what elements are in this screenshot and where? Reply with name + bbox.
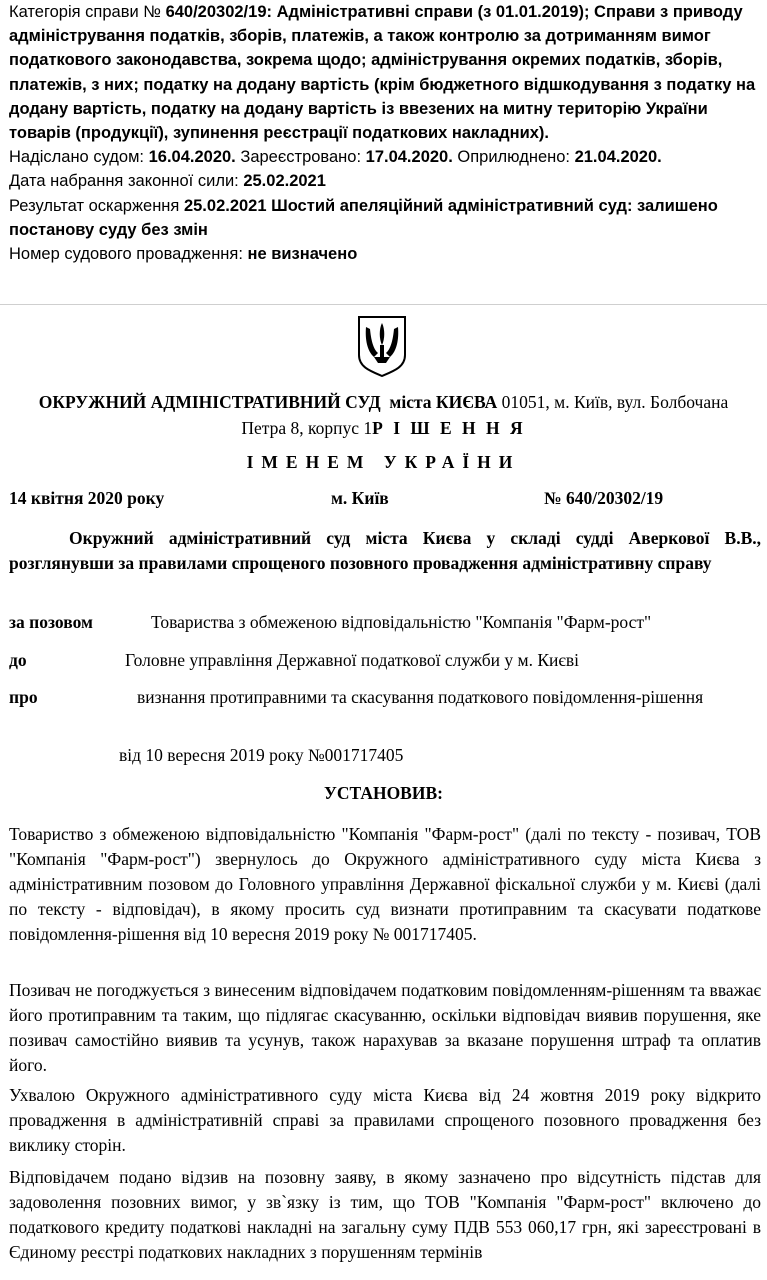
paragraph-3: Ухвалою Окружного адміністративного суду міста Києва від 24 жовтня 2019 року відкрито провадження в адміністративній справі за правилами спрощеного позовного провадження без виклику сторін. — [9, 1085, 761, 1155]
case-category: Категорія справи № 640/20302/19: Адміністративні справи (з 01.01.2019); Справи з приводу адміністрування податків, зборів, платежів, а також контролю за дотриманням вимог податкового законодавства, зокрема щодо; адміністрування окремих податків, зборів, платежів, з них; податку на додану вартість (крім бюджетного відшкодування з податку на додану вартість, податку на додану вартість із ввезених на митну територію України товарів (продукції), зупинення реєстрації податкових накладних). — [9, 3, 756, 143]
plaintiff-label: за позовом — [9, 612, 93, 632]
defendant-label: до — [9, 650, 27, 670]
subject-date: від 10 вересня 2019 року №001717405 — [119, 745, 404, 765]
subject-label: про — [9, 687, 38, 707]
in-the-name-of-ukraine: ІМЕНЕМ УКРАЇНИ — [246, 452, 521, 472]
tryzub-icon — [356, 315, 408, 377]
case-number: № 640/20302/19 — [544, 488, 664, 508]
case-metadata — [9, 0, 761, 266]
paragraph-1: Товариство з обмеженою відповідальністю "Компанія "Фарм-рост" (далі по тексту - позивач, ТОВ "Компанія "Фарм-рост") звернулось до Окружного адміністративного суду міста Києва з адміністративним позовом до Головного управління Державної фіскальної служби у м. Києві (далі по тексту - відповідач), в якому просить суд визнати протиправним та скасувати податкове повідомлення-рішення від 10 вересня 2019 року № 001717405. — [9, 824, 761, 944]
effective-date: Дата набрання законної сили: 25.02.2021 — [9, 172, 326, 191]
decision-city: м. Київ — [331, 488, 389, 508]
court-header: ОКРУЖНИЙ АДМІНІСТРАТИВНИЙ СУД міста КИЄВА 01051, м. Київ, вул. Болбочана Петра 8, корпус 1Р І Ш Е Н Н Я — [38, 392, 729, 438]
decision-date: 14 квітня 2020 року — [9, 488, 165, 508]
appeal-result: Результат оскарження 25.02.2021 Шостий апеляційний адміністративний суд: залишено постанову суду без змін — [9, 196, 718, 239]
section-heading: УСТАНОВИВ: — [324, 783, 443, 803]
proceeding-number: Номер судового провадження: не визначено — [9, 245, 358, 264]
case-dates: Надіслано судом: 16.04.2020. Зареєстровано: 17.04.2020. Оприлюднено: 21.04.2020. — [9, 148, 662, 167]
paragraph-4: Відповідачем подано відзив на позовну заяву, в якому зазначено про відсутність підстав для задоволення позовних вимог, у зв`язку із тим, що ТОВ "Компанія "Фарм-рост" включено до податкового кредиту податкові накладні на загальну суму ПДВ 553 060,17 грн, які зареєстровані в Єдиному реєстрі податкових накладних з порушенням термінів — [9, 1167, 761, 1262]
plaintiff-value: Товариства з обмеженою відповідальністю "Компанія "Фарм-рост" — [151, 612, 652, 632]
paragraph-2: Позивач не погоджується з винесеним відповідачем податковим повідомленням-рішенням та вважає його протиправним та таким, що підлягає скасуванню, оскільки відповідач виявив порушення, яке позивач самостійно виявив та усунув, також нарахував за вказане порушення штраф та оплатив його. — [9, 980, 761, 1075]
decision-title: Р І Ш Е Н Н Я — [372, 418, 526, 438]
subject-value: визнання протиправними та скасування податкового повідомлення-рішення — [137, 687, 704, 707]
divider — [0, 304, 767, 305]
intro-paragraph: Окружний адміністративний суд міста Києва у складі судді Аверкової В.В., розглянувши за правилами спрощеного позовного провадження адміністративну справу — [9, 528, 761, 573]
defendant-value: Головне управління Державної податкової служби у м. Києві — [125, 650, 580, 670]
